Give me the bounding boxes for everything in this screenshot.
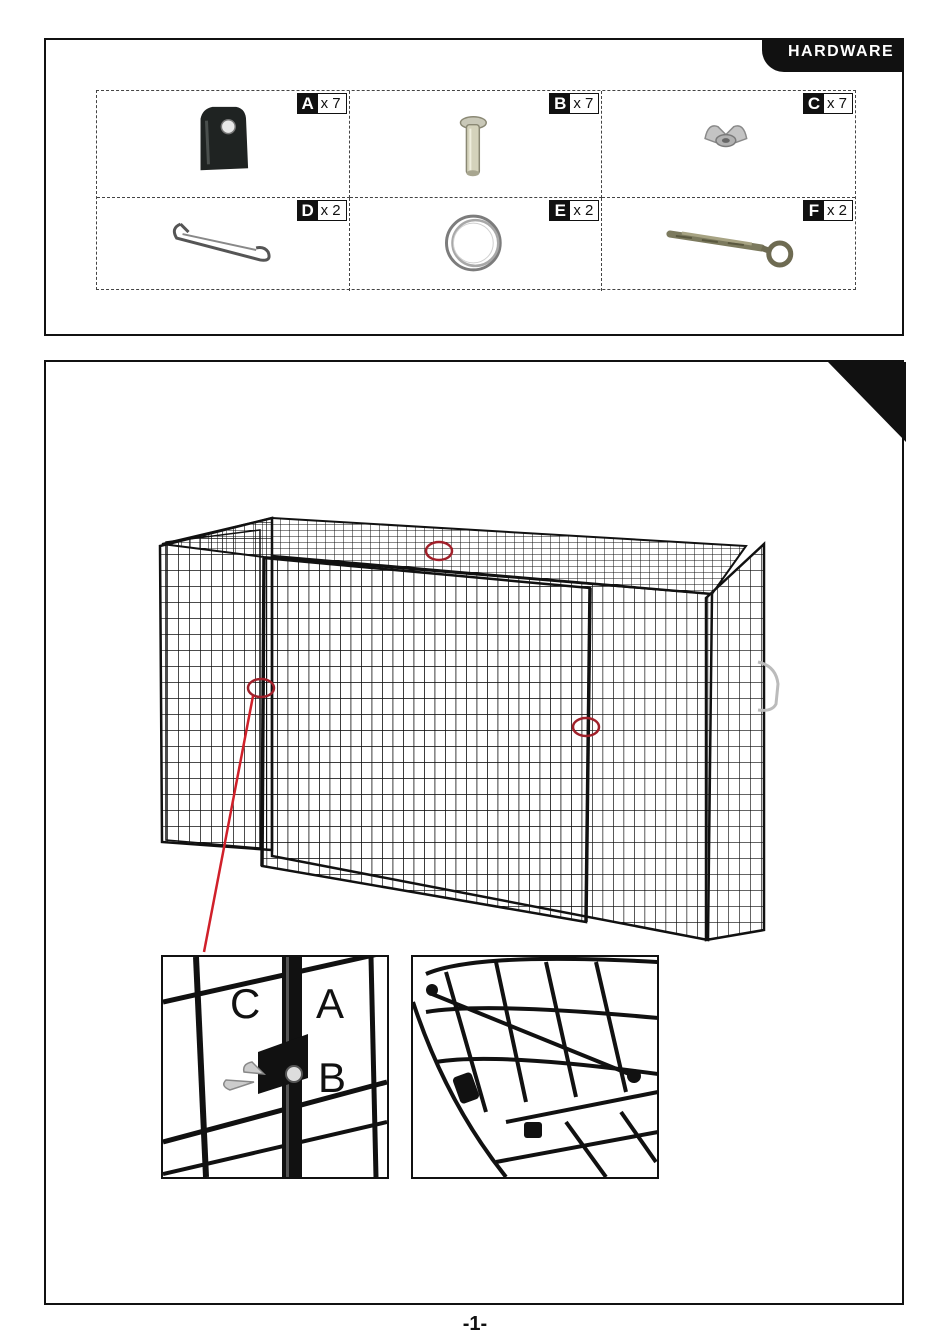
hardware-item-f — [602, 198, 855, 291]
detail-label-b: B — [318, 1054, 347, 1101]
assembly-illustration — [46, 362, 906, 1307]
hardware-tab — [762, 38, 904, 72]
detail-label-a: A — [316, 980, 345, 1027]
hardware-label: E x 2 — [549, 200, 599, 221]
cage-door-panel — [262, 558, 590, 922]
detail-label-c: C — [230, 980, 261, 1027]
hardware-label: A x 7 — [297, 93, 347, 114]
assembly-step-panel — [44, 360, 904, 1305]
hardware-label: C x 7 — [803, 93, 853, 114]
cage-left-panel — [160, 518, 272, 850]
hardware-label: D x 2 — [297, 200, 347, 221]
hardware-panel — [44, 38, 904, 336]
hardware-item-c — [602, 91, 855, 198]
hardware-label: B x 7 — [549, 93, 599, 114]
hardware-title: HARDWARE — [788, 43, 895, 60]
hardware-label: F x 2 — [803, 200, 853, 221]
hardware-item-e — [350, 198, 603, 291]
hardware-grid — [96, 90, 856, 290]
hardware-item-a — [97, 91, 350, 198]
detail-right — [412, 956, 658, 1178]
detail-left — [162, 952, 388, 1178]
hardware-item-d — [97, 198, 350, 291]
cage-right-panel — [706, 544, 764, 940]
corner-marker — [828, 362, 906, 442]
page-number: -1- — [462, 1313, 488, 1335]
hardware-item-b — [350, 91, 603, 198]
